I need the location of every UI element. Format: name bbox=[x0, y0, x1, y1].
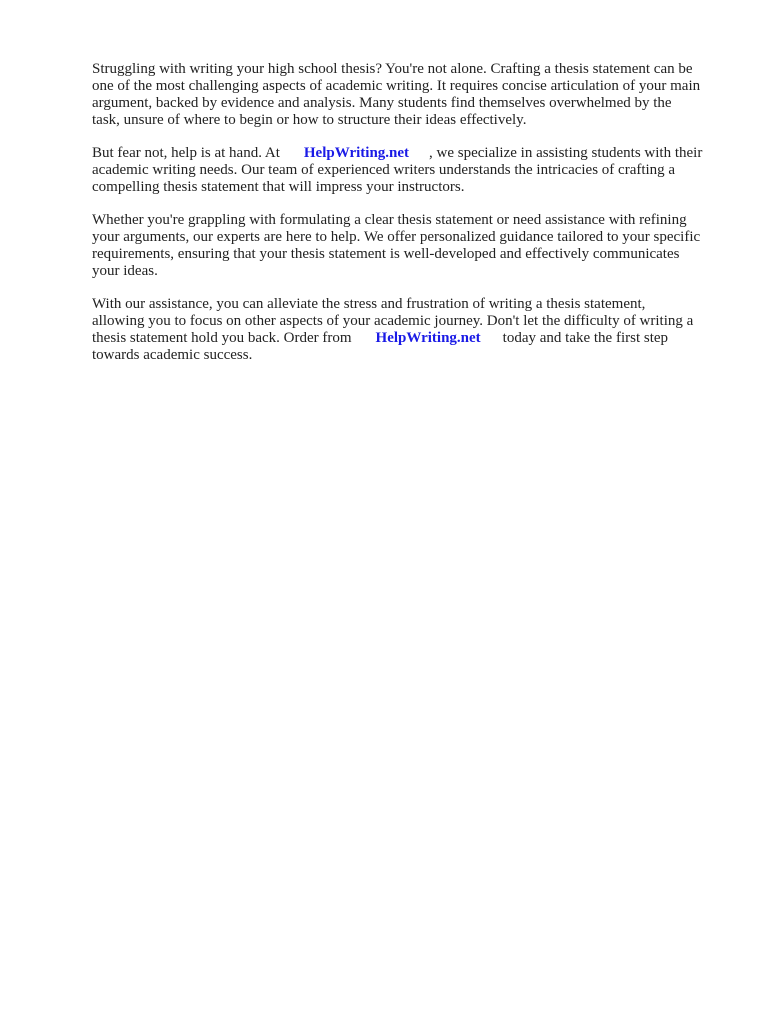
text-segment: , we specialize in assisting students with their bbox=[429, 145, 703, 161]
text-line: task, unsure of where to begin or how to structure their ideas effectively. bbox=[92, 112, 527, 128]
text-line: one of the most challenging aspects of academic writing. It requires concise articulation of your main bbox=[92, 78, 701, 94]
text-segment: thesis statement hold you back. Order from bbox=[92, 330, 352, 346]
text-line: Struggling with writing your high school thesis? You're not alone. Crafting a thesis statement can be bbox=[92, 61, 693, 77]
text-segment: But fear not, help is at hand. At bbox=[92, 145, 280, 161]
text-line: Whether you're grappling with formulating a clear thesis statement or need assistance with refining bbox=[92, 212, 687, 228]
paragraph-help bbox=[92, 145, 752, 196]
text-line: your arguments, our experts are here to help. We offer personalized guidance tailored to your specific bbox=[92, 229, 701, 245]
text-line: argument, backed by evidence and analysis. Many students find themselves overwhelmed by the bbox=[92, 95, 672, 111]
paragraph-experts bbox=[92, 212, 752, 280]
helpwriting-link[interactable]: HelpWriting.net bbox=[303, 145, 410, 161]
text-line: your ideas. bbox=[92, 263, 158, 279]
text-line bbox=[92, 145, 752, 162]
text-line: requirements, ensuring that your thesis statement is well-developed and effectively communicates bbox=[92, 246, 680, 262]
helpwriting-link[interactable]: HelpWriting.net bbox=[375, 330, 481, 346]
document-body bbox=[92, 61, 752, 380]
text-line bbox=[92, 330, 752, 347]
text-segment: today and take the first step bbox=[502, 330, 669, 346]
text-line: allowing you to focus on other aspects of your academic journey. Don't let the difficulty of writing a bbox=[92, 313, 694, 329]
text-line: compelling thesis statement that will impress your instructors. bbox=[92, 179, 465, 195]
paragraph-order bbox=[92, 296, 752, 364]
paragraph-intro bbox=[92, 61, 752, 129]
text-line: towards academic success. bbox=[92, 347, 253, 363]
text-line: academic writing needs. Our team of experienced writers understands the intricacies of crafting a bbox=[92, 162, 676, 178]
text-line: With our assistance, you can alleviate the stress and frustration of writing a thesis statement, bbox=[92, 296, 646, 312]
